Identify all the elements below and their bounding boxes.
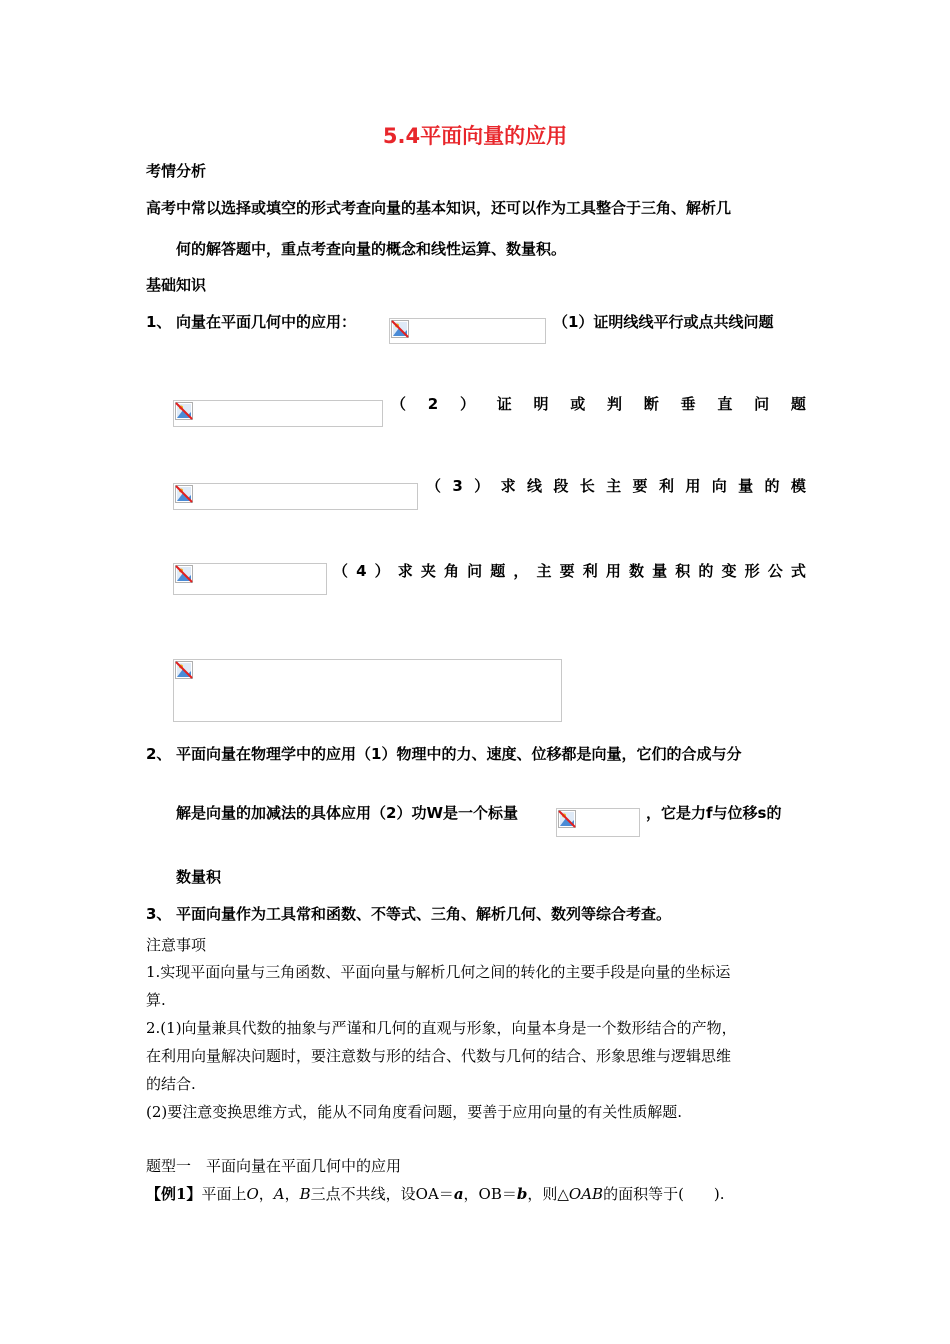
justified-char: 利: [658, 477, 674, 495]
justified-char: 形: [744, 562, 760, 580]
justified-char: 的: [698, 562, 714, 580]
justified-char: 证: [496, 395, 512, 413]
note-2-line-3: 的结合.: [146, 1075, 196, 1093]
broken-image-icon: [391, 320, 409, 338]
justified-char: 3: [452, 477, 463, 495]
example-label: 【例1】: [146, 1185, 202, 1203]
justified-char: 4: [356, 562, 367, 580]
item-1-part-1: （1）证明线线平行或点共线问题: [553, 313, 774, 331]
broken-image-icon: [175, 565, 193, 583]
justified-char: 量: [738, 477, 754, 495]
broken-image-icon: [175, 661, 193, 679]
justified-char: 问: [754, 395, 770, 413]
item-3-text: 平面向量作为工具常和函数、不等式、三角、解析几何、数列等综合考查。: [176, 905, 672, 923]
justified-char: 长: [579, 477, 595, 495]
justified-char: 判: [607, 395, 623, 413]
justified-char: 要: [632, 477, 648, 495]
broken-image-icon: [175, 402, 193, 420]
note-2-line-1: 2.(1)向量兼具代数的抽象与严谨和几何的直观与形象，向量本身是一个数形结合的产物，: [146, 1019, 737, 1037]
justified-char: 用: [685, 477, 701, 495]
justified-char: ）: [374, 562, 390, 580]
justified-char: 主: [536, 562, 552, 580]
item-2-number: 2、: [146, 745, 172, 763]
note-1-line-1: 1.实现平面向量与三角函数、平面向量与解析几何之间的转化的主要手段是向量的坐标运: [146, 963, 731, 981]
formula-image-placeholder: [173, 659, 562, 722]
item-3-number: 3、: [146, 905, 172, 923]
justified-char: ）: [474, 477, 490, 495]
item-1-part-3: [426, 476, 806, 496]
justified-char: （: [391, 395, 407, 413]
section-heading-jichu: 基础知识: [146, 276, 207, 294]
justified-char: 求: [500, 477, 516, 495]
justified-char: 用: [605, 562, 621, 580]
justified-char: 的: [764, 477, 780, 495]
justified-char: 模: [790, 477, 806, 495]
justified-char: 题: [790, 395, 806, 413]
item-2-line-3: 数量积: [176, 868, 222, 886]
page-title: 5.4平面向量的应用: [382, 124, 568, 148]
kaoqing-line-2: 何的解答题中，重点考查向量的概念和线性运算、数量积。: [176, 240, 567, 258]
justified-char: 向: [711, 477, 727, 495]
formula-image-placeholder: [173, 563, 327, 595]
justified-char: 段: [553, 477, 569, 495]
kaoqing-line-1: 高考中常以选择或填空的形式考查向量的基本知识，还可以作为工具整合于三角、解析几: [146, 199, 732, 217]
justified-char: 或: [570, 395, 586, 413]
example-1: 【例1】平面上O，A，B三点不共线，设OA＝a，OB＝b，则△OAB的面积等于( ).: [146, 1185, 725, 1203]
note-3: (2)要注意变换思维方式，能从不同角度看问题，要善于应用向量的有关性质解题.: [146, 1103, 683, 1121]
formula-image-placeholder: [173, 400, 383, 427]
item-1-number: 1、: [146, 313, 172, 331]
formula-image-placeholder: [389, 318, 546, 344]
notes-heading: 注意事项: [146, 936, 207, 954]
justified-char: 积: [675, 562, 691, 580]
justified-char: 直: [717, 395, 733, 413]
justified-char: 公: [767, 562, 783, 580]
broken-image-icon: [175, 485, 193, 503]
justified-char: 题: [490, 562, 506, 580]
justified-char: 2: [427, 395, 439, 413]
justified-char: （: [426, 477, 442, 495]
tixing-heading: 题型一 平面向量在平面几何中的应用: [146, 1157, 402, 1175]
justified-char: 变: [721, 562, 737, 580]
justified-char: 量: [652, 562, 668, 580]
justified-char: 主: [606, 477, 622, 495]
justified-char: 数: [629, 562, 645, 580]
justified-char: 垂: [680, 395, 696, 413]
justified-char: 要: [559, 562, 575, 580]
justified-char: 问: [467, 562, 483, 580]
item-2-line-2b: ，它是力f与位移s的: [646, 804, 782, 822]
justified-char: 断: [643, 395, 659, 413]
justified-char: 式: [790, 562, 806, 580]
justified-char: （: [333, 562, 349, 580]
item-2-line-2a: 解是向量的加减法的具体应用（2）功W是一个标量: [176, 804, 518, 822]
broken-image-icon: [558, 810, 576, 828]
justified-char: 求: [397, 562, 413, 580]
formula-image-placeholder: [556, 808, 640, 837]
justified-char: 角: [444, 562, 460, 580]
justified-char: ）: [459, 395, 475, 413]
note-2-line-2: 在利用向量解决问题时，要注意数与形的结合、代数与几何的结合、形象思维与逻辑思维: [146, 1047, 732, 1065]
justified-char: 利: [582, 562, 598, 580]
justified-char: 线: [526, 477, 542, 495]
formula-image-placeholder: [173, 483, 418, 510]
item-1-part-4: [333, 561, 806, 581]
item-1-lead: 向量在平面几何中的应用：: [176, 313, 357, 331]
justified-char: 夹: [420, 562, 436, 580]
item-2-line-1: 平面向量在物理学中的应用（1）物理中的力、速度、位移都是向量，它们的合成与分: [176, 745, 742, 763]
item-1-part-2: [391, 394, 806, 414]
section-heading-kaoqing: 考情分析: [146, 162, 207, 180]
note-1-line-2: 算.: [146, 991, 166, 1009]
justified-char: 明: [533, 395, 549, 413]
justified-char: ，: [513, 562, 529, 580]
